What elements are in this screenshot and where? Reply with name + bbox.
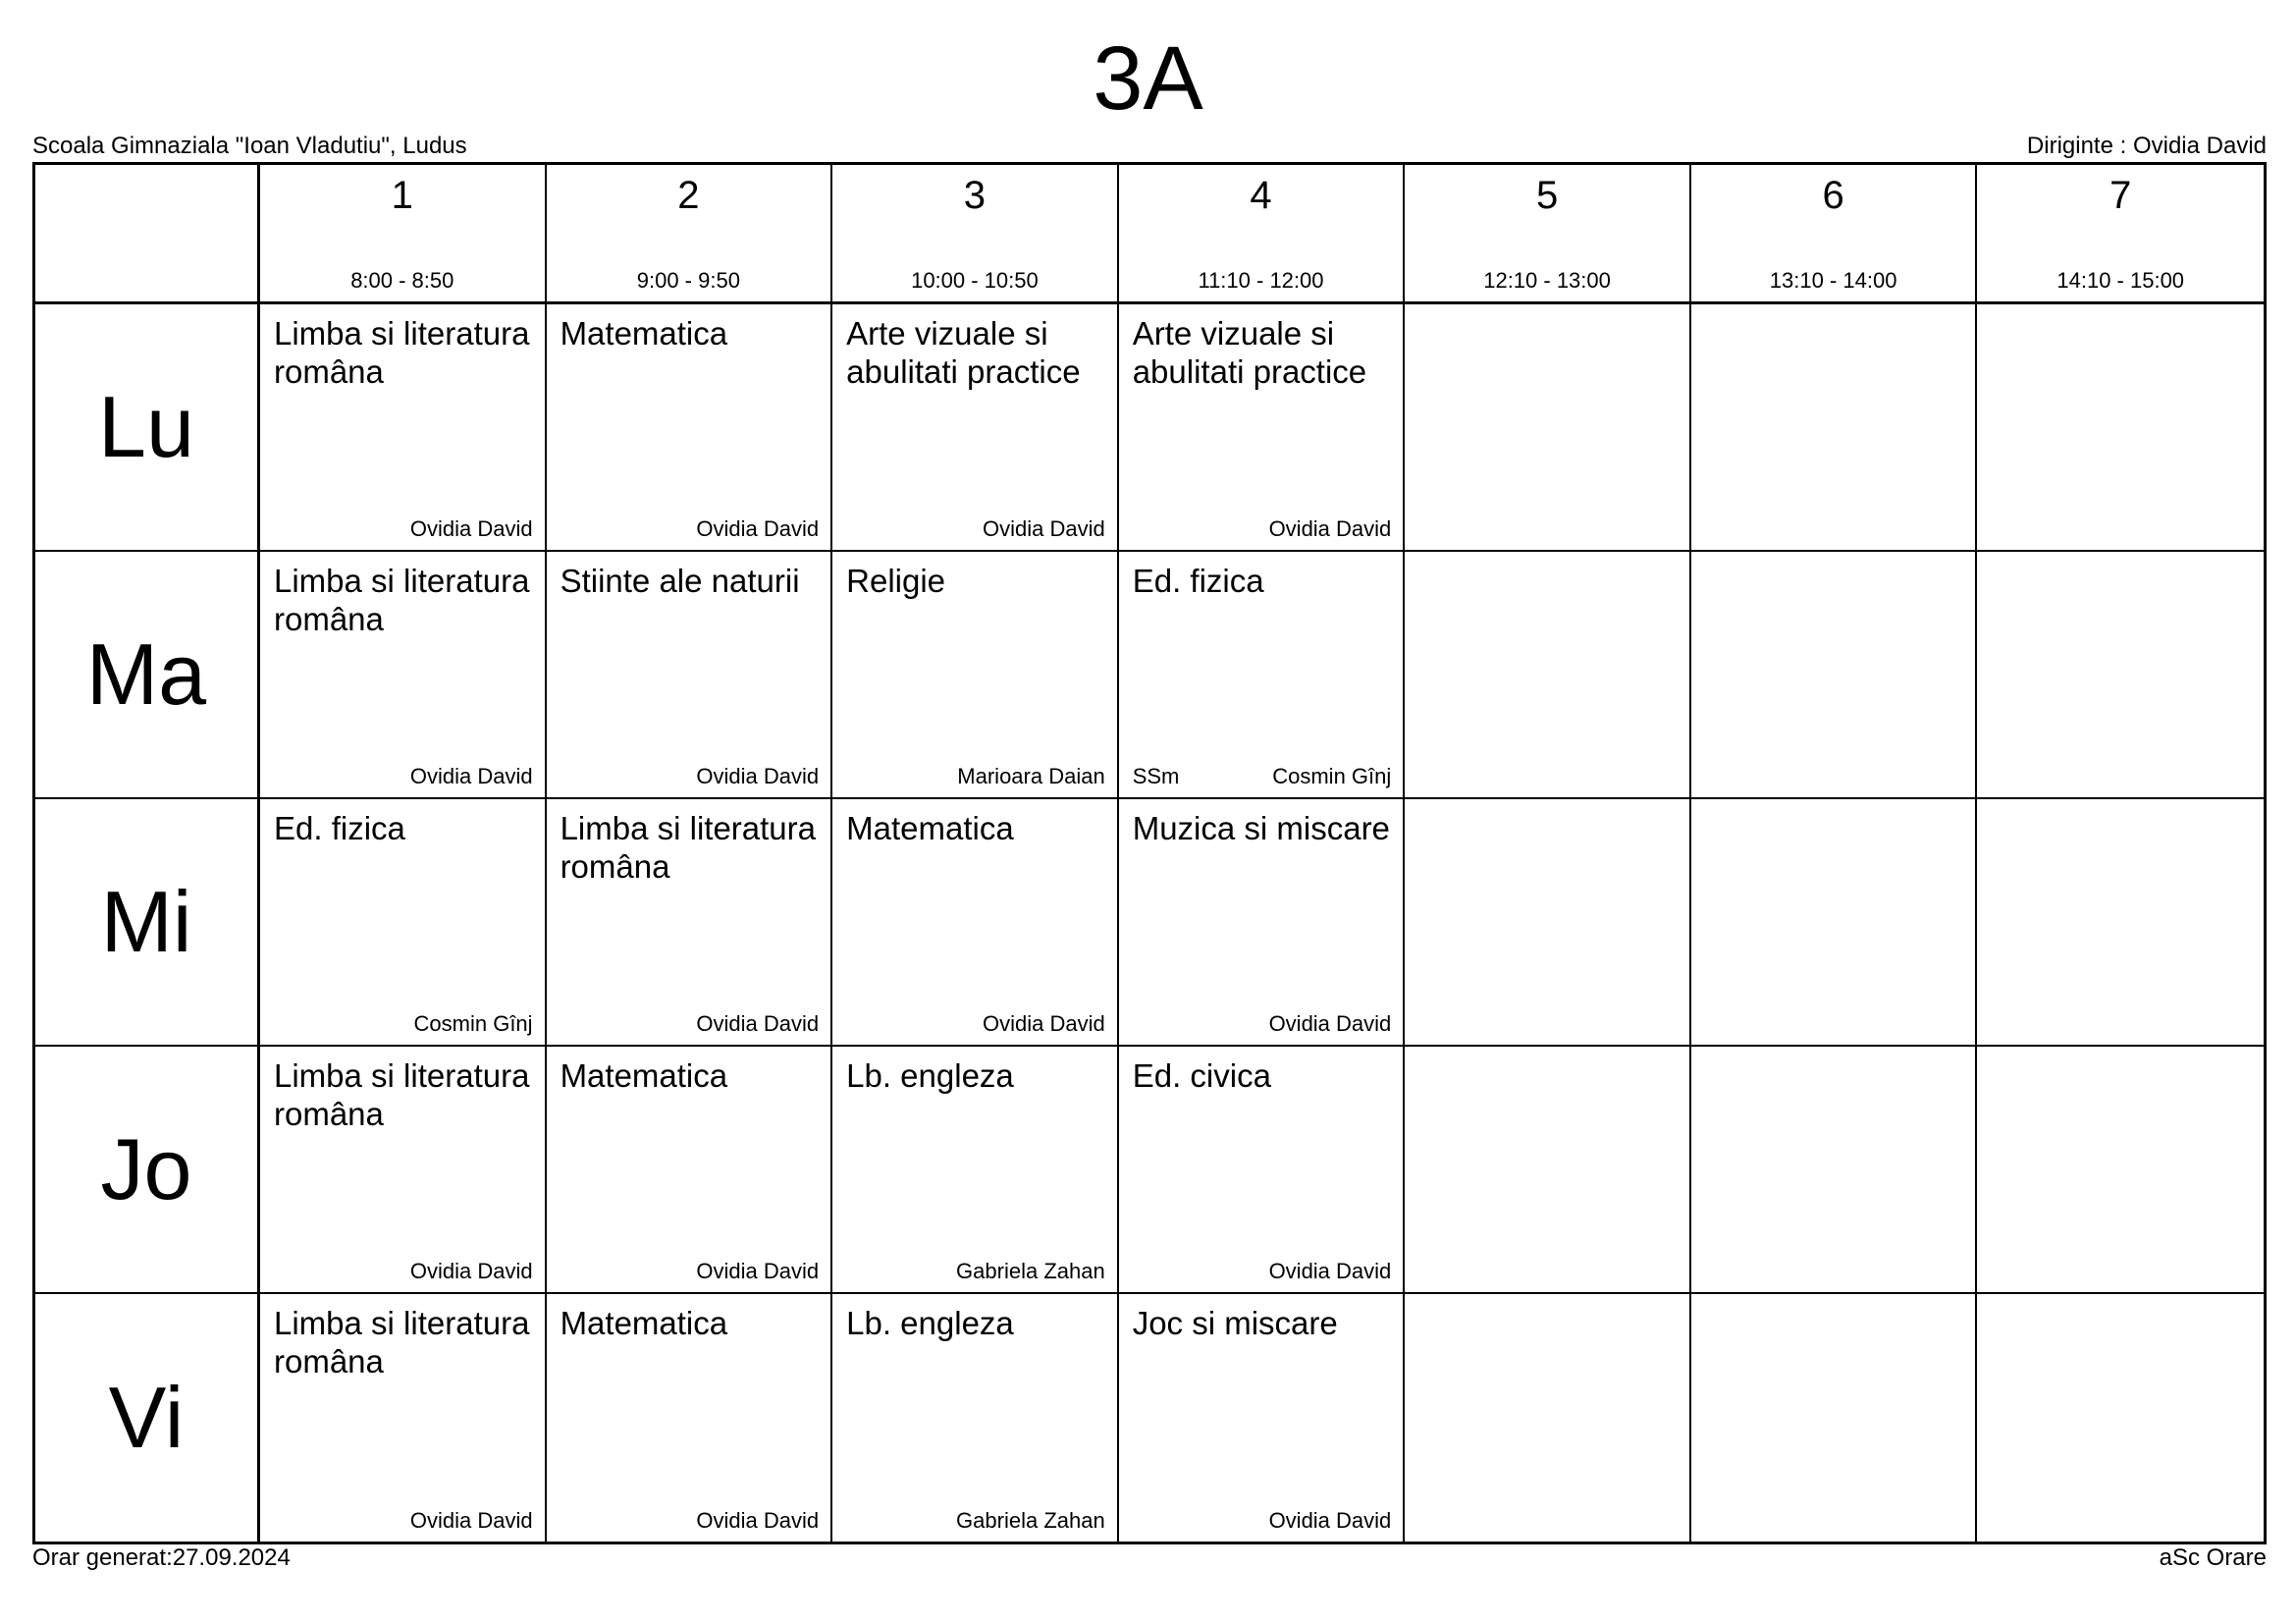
lesson-cell [260, 552, 547, 799]
lesson-cell [832, 552, 1119, 799]
lesson-teacher: Ovidia David [696, 1011, 820, 1036]
period-number: 4 [1250, 174, 1272, 217]
lesson-cell [260, 1047, 547, 1294]
day-header [35, 1294, 260, 1542]
lesson-cell [1405, 1294, 1691, 1542]
period-header [1977, 165, 2264, 304]
lesson-teacher: Ovidia David [696, 1259, 820, 1283]
lesson-teacher: Marioara Daian [957, 764, 1105, 788]
lesson-teacher: Ovidia David [1268, 516, 1392, 541]
lesson-cell [260, 304, 547, 552]
lesson-subject: Matematica [846, 810, 1014, 846]
day-label: Jo [100, 1120, 192, 1217]
lesson-cell [1977, 552, 2264, 799]
lesson-cell [1977, 1047, 2264, 1294]
lesson-subject: Lb. engleza [846, 1057, 1014, 1094]
school-name: Scoala Gimnaziala "Ioan Vladutiu", Ludus [32, 133, 467, 159]
period-time: 13:10 - 14:00 [1769, 268, 1897, 293]
lesson-subject: Arte vizuale si abulitati practice [846, 315, 1081, 390]
period-time: 9:00 - 9:50 [636, 268, 740, 293]
lesson-cell [260, 799, 547, 1047]
lesson-subject: Limba si literatura româna [274, 563, 530, 637]
lesson-subject: Limba si literatura româna [274, 1305, 530, 1380]
period-header [547, 165, 833, 304]
period-header [1405, 165, 1691, 304]
day-label: Vi [108, 1369, 185, 1466]
lesson-cell [832, 1294, 1119, 1542]
lesson-cell [1691, 552, 1978, 799]
lesson-cell [1405, 799, 1691, 1047]
lesson-teacher: Gabriela Zahan [956, 1508, 1105, 1533]
lesson-subject: Stiinte ale naturii [560, 563, 800, 599]
period-number: 5 [1535, 174, 1559, 217]
lesson-cell [260, 1294, 547, 1542]
lesson-teacher: Ovidia David [1268, 1259, 1392, 1283]
lesson-cell [832, 1047, 1119, 1294]
lesson-cell [1405, 304, 1691, 552]
day-header [35, 552, 260, 799]
lesson-cell [1691, 304, 1978, 552]
lesson-subject: Religie [846, 563, 946, 599]
lesson-cell [832, 304, 1119, 552]
lesson-cell [1977, 799, 2264, 1047]
day-label: Mi [100, 873, 192, 970]
period-header [1119, 165, 1406, 304]
lesson-cell [1119, 1294, 1406, 1542]
lesson-cell [547, 799, 833, 1047]
lesson-teacher: Ovidia David [982, 1011, 1105, 1036]
class-master: Diriginte : Ovidia David [2026, 133, 2267, 159]
period-time: 11:10 - 12:00 [1198, 268, 1324, 293]
lesson-cell [1119, 304, 1406, 552]
lesson-teacher: Ovidia David [409, 1508, 533, 1533]
lesson-teacher: Ovidia David [409, 764, 533, 788]
lesson-subject: Limba si literatura româna [560, 810, 817, 885]
lesson-subject: Muzica si miscare [1132, 810, 1390, 846]
lesson-subject: Ed. civica [1132, 1057, 1271, 1094]
period-header [260, 165, 547, 304]
lesson-subject: Arte vizuale si abulitati practice [1132, 315, 1367, 390]
corner-cell [35, 165, 260, 304]
lesson-cell [1691, 1047, 1978, 1294]
lesson-subject: Joc si miscare [1132, 1305, 1338, 1341]
period-header [1691, 165, 1978, 304]
lesson-cell [832, 799, 1119, 1047]
lesson-teacher: Ovidia David [1268, 1011, 1392, 1036]
lesson-subject: Limba si literatura româna [274, 315, 530, 390]
period-number: 1 [391, 174, 413, 217]
lesson-teacher: Ovidia David [982, 516, 1105, 541]
timetable-grid [32, 162, 2267, 1544]
period-number: 7 [2109, 174, 2132, 217]
period-time: 12:10 - 13:00 [1483, 268, 1611, 293]
lesson-cell [547, 1294, 833, 1542]
lesson-subject: Limba si literatura româna [274, 1057, 530, 1132]
period-header [832, 165, 1119, 304]
period-time: 10:00 - 10:50 [911, 268, 1039, 293]
day-header [35, 799, 260, 1047]
lesson-cell [1691, 1294, 1978, 1542]
lesson-room: SSm [1132, 764, 1180, 788]
lesson-subject: Matematica [560, 1305, 728, 1341]
day-label: Ma [85, 625, 207, 723]
lesson-subject: Ed. fizica [1132, 563, 1264, 599]
lesson-cell [547, 552, 833, 799]
period-time: 14:10 - 15:00 [2056, 268, 2185, 293]
period-number: 2 [677, 174, 700, 217]
lesson-cell [1119, 552, 1406, 799]
period-number: 3 [963, 174, 987, 217]
lesson-cell [1119, 1047, 1406, 1294]
generated-date: Orar generat:27.09.2024 [32, 1544, 291, 1571]
lesson-teacher: Cosmin Gînj [413, 1011, 533, 1036]
lesson-cell [547, 1047, 833, 1294]
period-time: 8:00 - 8:50 [350, 268, 454, 293]
lesson-teacher: Ovidia David [409, 516, 533, 541]
lesson-cell [1405, 552, 1691, 799]
generator-name: aSc Orare [2159, 1544, 2267, 1571]
lesson-cell [547, 304, 833, 552]
lesson-subject: Matematica [560, 315, 728, 352]
lesson-teacher: Ovidia David [696, 1508, 820, 1533]
day-header [35, 1047, 260, 1294]
lesson-teacher: Ovidia David [696, 516, 820, 541]
lesson-subject: Lb. engleza [846, 1305, 1014, 1341]
day-header [35, 304, 260, 552]
period-number: 6 [1822, 174, 1844, 217]
lesson-teacher: Ovidia David [1268, 1508, 1392, 1533]
lesson-subject: Ed. fizica [274, 810, 405, 846]
lesson-cell [1977, 304, 2264, 552]
lesson-cell [1977, 1294, 2264, 1542]
lesson-cell [1119, 799, 1406, 1047]
page-title: 3A [1093, 28, 1203, 129]
lesson-subject: Matematica [560, 1057, 728, 1094]
lesson-cell [1691, 799, 1978, 1047]
day-label: Lu [98, 378, 194, 475]
lesson-teacher: Cosmin Gînj [1272, 764, 1392, 788]
lesson-cell [1405, 1047, 1691, 1294]
lesson-teacher: Gabriela Zahan [956, 1259, 1105, 1283]
lesson-teacher: Ovidia David [409, 1259, 533, 1283]
lesson-teacher: Ovidia David [696, 764, 820, 788]
